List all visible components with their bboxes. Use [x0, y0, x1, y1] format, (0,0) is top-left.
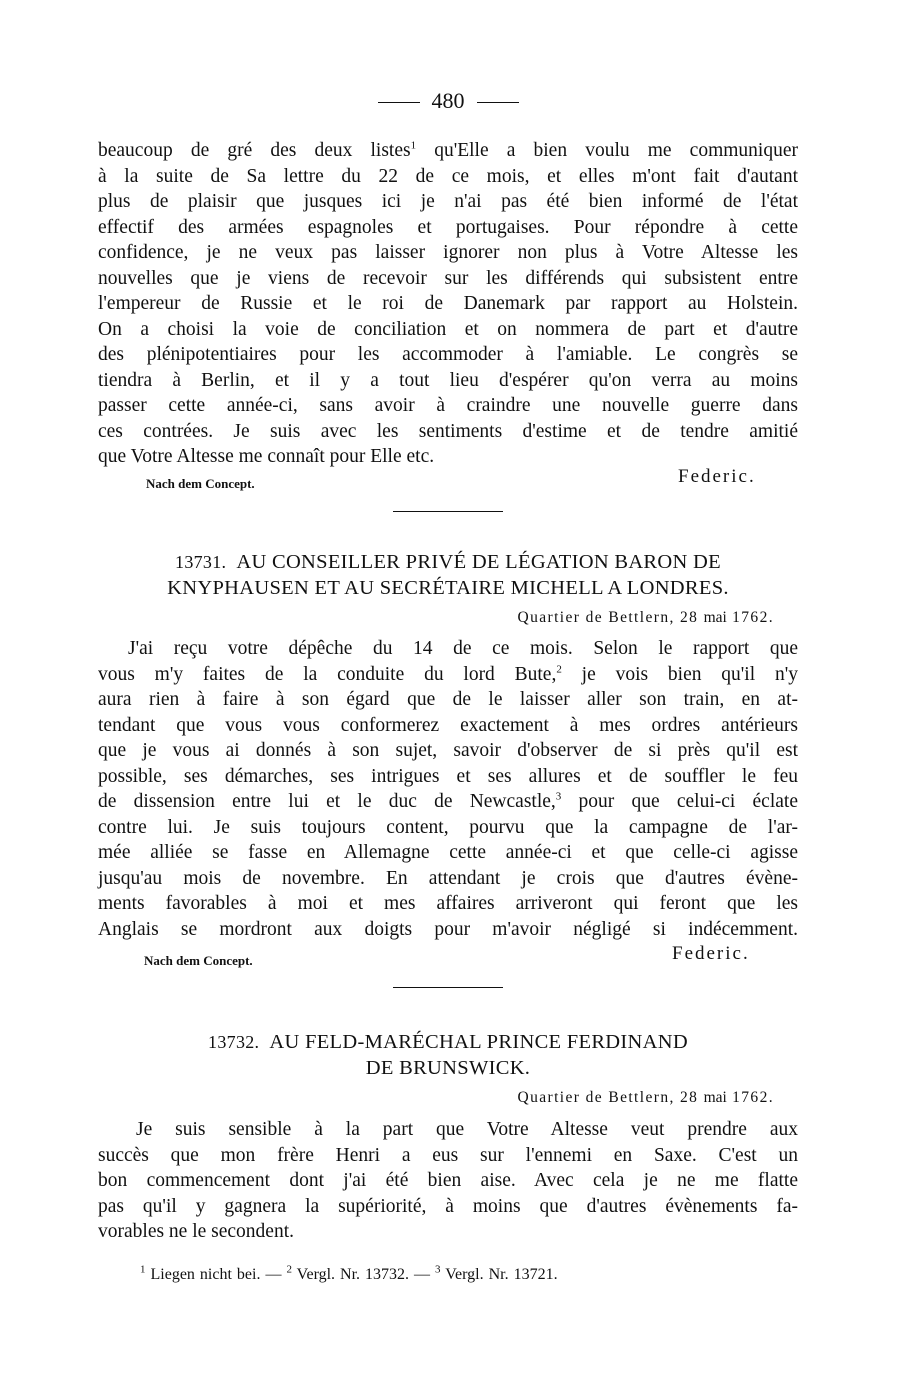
signature: Federic.	[678, 466, 756, 487]
footnote-text: Liegen nicht bei. —	[145, 1266, 287, 1283]
source-note: Nach dem Concept.	[144, 953, 253, 968]
text-line: aura rien à faire à son égard que de le laisser aller son train, en at-	[98, 689, 798, 710]
letter-body-13731	[98, 636, 798, 942]
intro-letter-body	[98, 138, 798, 470]
footnote-marker: 1	[410, 139, 417, 152]
letter-body-13732	[98, 1117, 798, 1245]
heading-line: KNYPHAUSEN ET AU SECRÉTAIRE MICHELL A LONDRES.	[167, 577, 729, 599]
text-line: mée alliée se fasse en Allemagne cette année-ci et que celle-ci agisse	[98, 842, 798, 863]
text-line: beaucoup de gré des deux listes$^1$ qu'Elle a bien voulu me communiquer	[98, 139, 798, 161]
footnote-text: Vergl. Nr. 13732. —	[291, 1266, 436, 1283]
footnotes	[140, 1263, 558, 1284]
text-line: bon commencement dont j'ai été bien aise. Avec cela je ne me flatte	[98, 1170, 798, 1191]
text-line: succès que mon frère Henri a eus sur l'ennemi en Saxe. C'est un	[98, 1144, 798, 1166]
text-line: des plénipotentiaires pour les accommoder à l'amiable. Le congrès se	[98, 344, 798, 365]
header-dash-left	[378, 102, 420, 103]
text-line: confidence, je ne veux pas laisser ignorer non plus à Votre Altesse les	[98, 242, 798, 263]
section-divider	[393, 987, 503, 988]
text-line: On a choisi la voie de conciliation et on nommera de part et d'autre	[98, 318, 798, 340]
text-line: nouvelles que je viens de recevoir sur les différends qui subsistent entre	[98, 267, 798, 289]
letter-number: 13731.	[175, 552, 227, 572]
dateline: Quartier de Bettlern, 28 mai 1762.	[517, 609, 774, 626]
text-line: tiendra à Berlin, et il y a tout lieu d'espérer qu'on verra au moins	[98, 369, 798, 391]
text-line: plus de plaisir que jusques ici je n'ai pas été bien informé de l'état	[98, 191, 798, 212]
letter-heading-13732	[98, 1029, 798, 1081]
text-line: passer cette année-ci, sans avoir à craindre une nouvelle guerre dans	[98, 395, 798, 416]
heading-line: DE BRUNSWICK.	[365, 1057, 531, 1079]
letter-heading-13731	[98, 549, 798, 601]
footnote-marker: 3	[555, 790, 562, 803]
section-divider	[393, 511, 503, 512]
source-note: Nach dem Concept.	[146, 476, 255, 491]
text-line: contre lui. Je suis toujours content, pourvu que la campagne de l'ar-	[98, 816, 798, 838]
text-line: possible, ses démarches, ses intrigues et ses allures et de souffler le feu	[98, 765, 798, 787]
footnote-text: Vergl. Nr. 13721.	[440, 1266, 558, 1283]
footnote-marker: 2	[286, 1263, 292, 1276]
text-line: tendant que vous vous conformerez exactement à mes ordres antérieurs	[98, 714, 798, 736]
page-number-header	[98, 88, 798, 114]
signature: Federic.	[672, 943, 750, 964]
footnote-marker: 1	[140, 1263, 146, 1276]
text-line: ments favorables à moi et mes affaires arriveront qui feront que les	[98, 893, 798, 914]
text-line: vorables ne le secondent.	[98, 1221, 295, 1242]
text-line: jusqu'au mois de novembre. En attendant je crois que d'autres évène-	[98, 867, 798, 889]
page-number: 480	[431, 88, 465, 113]
header-dash-right	[477, 102, 519, 103]
footnote-marker: 2	[556, 663, 562, 675]
heading-line: 13731. AU CONSEILLER PRIVÉ DE LÉGATION BARON DE	[175, 551, 721, 573]
text-line: J'ai reçu votre dépêche du 14 de ce mois. Selon le rapport que	[128, 638, 798, 659]
heading-line: 13732. AU FELD-MARÉCHAL PRINCE FERDINAND	[208, 1031, 688, 1053]
text-line: à la suite de Sa lettre du 22 de ce mois, et elles m'ont fait d'autant	[98, 165, 798, 187]
text-line: pas qu'il y gagnera la supériorité, à moins que d'autres évènements fa-	[98, 1195, 798, 1217]
text-line: que Votre Altesse me connaît pour Elle etc.	[98, 446, 435, 467]
letter-number: 13732.	[208, 1032, 260, 1052]
text-line: Anglais se mordront aux doigts pour m'avoir négligé si indécemment.	[98, 918, 798, 940]
text-line: vous m'y faites de la conduite du lord Bute,$^2$ je vois bien qu'il n'y	[98, 663, 798, 685]
text-line: effectif des armées espagnoles et portugaises. Pour répondre à cette	[98, 216, 798, 238]
footnote-marker: 3	[435, 1263, 441, 1276]
text-line: Je suis sensible à la part que Votre Altesse veut prendre aux	[136, 1119, 798, 1140]
text-line: l'empereur de Russie et le roi de Danemark par rapport au Holstein.	[98, 293, 798, 314]
text-line: que je vous ai donnés à son sujet, savoir d'observer de si près qu'il est	[98, 740, 798, 761]
text-line: ces contrées. Je suis avec les sentiments d'estime et de tendre amitié	[98, 420, 798, 442]
dateline: Quartier de Bettlern, 28 mai 1762.	[517, 1089, 774, 1106]
text-line: de dissension entre lui et le duc de Newcastle,$^3$ pour que celui-ci éclate	[98, 790, 798, 812]
